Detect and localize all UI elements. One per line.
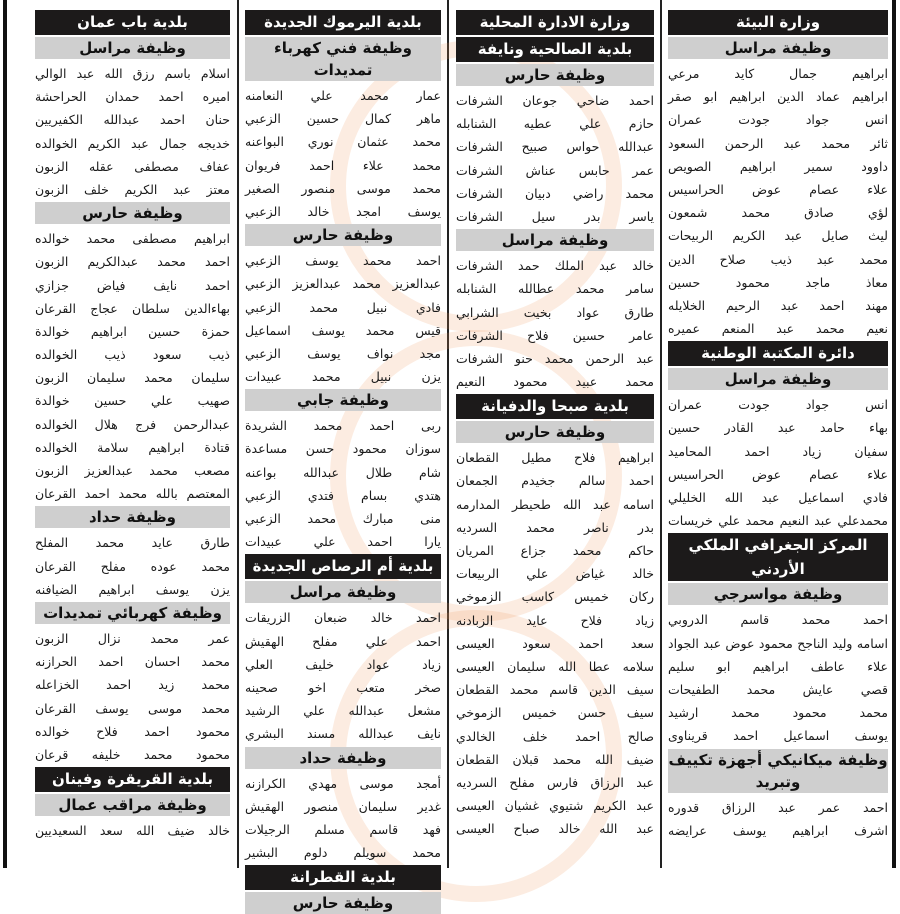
column-environment-ministry (668, 9, 888, 868)
job-heading: وظيفة فني كهرباء تمديدات (245, 37, 441, 81)
name-entry: شام طلال عبدالله بواعنه (245, 464, 441, 480)
name-entry: احمد خالد ضبعان الزريقات (245, 610, 441, 626)
name-entry: احمد محمد عبدالكريم الزبون (35, 254, 230, 270)
name-entry: محمود احمد فلاح خوالده (35, 723, 230, 739)
name-entry: عبدالله حواس صبيح الشرفات (456, 139, 654, 155)
name-entry: احمد سالم جخيدم الجمعان (456, 473, 654, 489)
name-entry: محمد عثمان نوري البواعنه (245, 134, 441, 150)
name-entry: منى مبارك محمد الزعبي (245, 511, 441, 526)
name-entry: اشرف ابراهيم يوسف عرايضه (668, 822, 888, 838)
name-entry: معاذ ماجد محمود حسين (668, 274, 888, 290)
job-heading: وظيفة حارس (245, 892, 441, 914)
name-entry: ضيف الله محمد قبلان القطعان (456, 751, 654, 767)
name-entry: سعد احمد سعود العيسى (456, 635, 654, 651)
job-heading: وظيفة حارس (456, 64, 654, 86)
section-heading: وزارة البيئة (668, 10, 888, 35)
name-entry: يوسف امجد خالد الزعبي (245, 203, 441, 219)
name-entry: فهد قاسم مسلم الرجيلات (245, 821, 441, 837)
name-entry: ليث صايل عبد الكريم الربيحات (668, 228, 888, 244)
column-divider (237, 0, 239, 868)
column-local-administration (456, 9, 654, 868)
name-entry: داوود سمير ابراهيم الصويص (668, 158, 888, 174)
name-entry: ركان خميس كاسب الزموخي (456, 589, 654, 605)
name-entry: محمد عوده مفلح القرعان (35, 558, 230, 574)
name-entry: احمد محمد يوسف الزعبي (245, 253, 441, 269)
name-entry: بهاءالدين سلطان عجاج القرعان (35, 300, 230, 316)
name-entry: محمد موسى يوسف القرعان (35, 700, 230, 716)
section-heading: بلدية القطرانة (245, 865, 441, 890)
name-entry: طارق عايد محمد المفلح (35, 535, 230, 551)
page-edge-left (3, 0, 7, 868)
job-heading: وظيفة حارس (245, 224, 441, 246)
name-entry: مشعل عبدالله علي الرشيد (245, 703, 441, 719)
name-entry: معتز عبد الكريم خلف الزبون (35, 181, 230, 197)
job-heading: وظيفة مراسل (668, 37, 888, 59)
section-heading: بلدية باب عمان (35, 10, 230, 35)
name-entry: سيف الدين قاسم محمد القطعان (456, 682, 654, 698)
name-entry: زياد عواد خليف العلي (245, 656, 441, 672)
name-entry: عبد الرزاق فارس مفلح السرديه (456, 774, 654, 790)
name-entry: محمدعلي عبد النعيم محمد علي خريسات (668, 513, 888, 529)
column-divider (660, 0, 662, 868)
name-entry: علاء عصام عوض الحراسيس (668, 466, 888, 482)
name-entry: ابراهيم مصطفى محمد خوالده (35, 231, 230, 247)
job-heading: وظيفة جابي (245, 389, 441, 411)
job-heading: وظيفة حارس (35, 202, 230, 224)
name-entry: عمر حابس عناش الشرفات (456, 162, 654, 178)
job-heading: وظيفة حداد (245, 747, 441, 769)
name-entry: يزن نبيل محمد عبيدات (245, 369, 441, 385)
name-entry: قتادة ابراهيم سلامة الخوالده (35, 439, 230, 455)
name-entry: علاء عاطف ابراهيم ابو سليم (668, 658, 888, 674)
column-divider (447, 0, 449, 868)
job-heading: وظيفة ميكانيكي أجهزة تكييف وتبريد (668, 750, 888, 791)
name-entry: خالد غياض علي الربيعات (456, 566, 654, 582)
name-entry: ابراهيم فلاح مطيل القطعان (456, 450, 654, 466)
name-entry: ابراهيم عماد الدين ابراهيم ابو صقر (668, 89, 888, 105)
name-entry: نعيم محمد عبد المنعم عميره (668, 321, 888, 337)
name-entry: ربى احمد محمد الشريدة (245, 418, 441, 434)
column-bab-amman-municipality (35, 9, 230, 868)
name-entry: احمد محمد قاسم الدروبي (668, 612, 888, 628)
name-entry: يزن يوسف ابراهيم الضيافنه (35, 581, 230, 597)
name-entry: خديجه جمال عبد الكريم الخوالده (35, 135, 230, 151)
section-heading: بلدية الصالحية ونايفة (456, 37, 654, 62)
name-entry: صهيب علي حسين خوالدة (35, 393, 230, 409)
name-entry: سفيان زياد احمد المحاميد (668, 443, 888, 459)
name-entry: ماهر كمال حسين الزعبي (245, 111, 441, 127)
name-entry: مصعب محمد عبدالعزيز الزبون (35, 463, 230, 478)
name-entry: سوزان محمود حسن مساعدة (245, 441, 441, 457)
name-entry: محمود محمد خليفه قرعان (35, 746, 230, 762)
name-entry: محمد عبد ذيب صلاح الدين (668, 251, 888, 267)
column-yarmouk-municipality (245, 9, 441, 913)
name-entry: مجد نواف يوسف الزعبي (245, 345, 441, 361)
job-heading: وظيفة مراسل (35, 37, 230, 59)
name-entry: محمد راضي دبيان الشرفات (456, 185, 654, 201)
name-entry: يوسف اسماعيل احمد قريناوى (668, 728, 888, 744)
name-entry: علاء عصام عوض الحراسيس (668, 181, 888, 197)
name-entry: حنان احمد عبدالله الكفيريين (35, 112, 230, 128)
name-entry: بدر ناصر محمد السرديه (456, 519, 654, 535)
page-edge-right (892, 0, 896, 868)
name-entry: عبدالعزيز محمد عبدالعزيز الزعبي (245, 276, 441, 292)
name-entry: حازم علي عطيه الشنابله (456, 116, 654, 132)
job-heading: وظيفة مراقب عمال (35, 794, 230, 816)
name-entry: المعتصم بالله محمد احمد القرعان (35, 486, 230, 502)
name-entry: محمد احسان احمد الحرازنه (35, 654, 230, 670)
name-entry: عفاف مصطفى عقله الزبون (35, 158, 230, 174)
section-heading: بلدية صبحا والدفيانة (456, 394, 654, 419)
name-entry: بهاء حامد عبد القادر حسين (668, 420, 888, 436)
name-entry: سامر محمد عطالله الشنابله (456, 281, 654, 297)
name-entry: خالد ضيف الله سعد السعيديين (35, 823, 230, 839)
job-heading: وظيفة حارس (456, 421, 654, 443)
name-entry: غدير سليمان منصور الهقيش (245, 798, 441, 814)
name-entry: أمجد موسى مهدي الكرازنه (245, 775, 441, 791)
name-entry: محمد محمود محمد ارشيد (668, 705, 888, 721)
name-entry: عامر حسين فلاح الشرفات (456, 327, 654, 343)
name-entry: حمزة حسين ابراهيم خوالدة (35, 323, 230, 339)
name-entry: نايف عبدالله مسند البشري (245, 726, 441, 742)
name-entry: فادي نبيل محمد الزعبي (245, 299, 441, 315)
name-entry: خالد عبد الملك حمد الشرفات (456, 258, 654, 274)
name-entry: محمد زيد احمد الخزاعله (35, 677, 230, 693)
name-entry: انس جواد جودت عمران (668, 112, 888, 128)
name-entry: زياد فلاح عايد الزبادنه (456, 612, 654, 628)
name-entry: ياسر بدر سيل الشرفات (456, 208, 654, 224)
name-entry: هتدي بسام فتدي الزعبي (245, 487, 441, 503)
name-entry: احمد عمر عبد الرزاق قدوره (668, 799, 888, 815)
section-heading: دائرة المكتبة الوطنية (668, 341, 888, 366)
job-heading: وظيفة مواسرجي (668, 583, 888, 605)
name-entry: عمار محمد علي النعامنه (245, 88, 441, 103)
name-entry: عمر محمد نزال الزبون (35, 630, 230, 646)
name-entry: اسامه عبد الله طحيطر المدارمه (456, 496, 654, 512)
section-heading: المركز الجغرافي الملكي الأردني (668, 533, 888, 581)
name-entry: انس جواد جودت عمران (668, 397, 888, 413)
section-heading: وزارة الادارة المحلية (456, 10, 654, 35)
name-entry: سليمان محمد سليمان الزبون (35, 370, 230, 386)
name-entry: محمد عبيد محمود النعيم (456, 374, 654, 390)
name-entry: صخر متعب اخو صحينه (245, 679, 441, 695)
name-entry: احمد علي مفلح الهقيش (245, 633, 441, 649)
name-entry: احمد ضاحي جوعان الشرفات (456, 93, 654, 108)
job-heading: وظيفة حداد (35, 506, 230, 528)
name-entry: قصي عايش محمد الطفيحات (668, 681, 888, 697)
name-entry: صالح احمد خلف الخالدي (456, 728, 654, 744)
name-entry: عبد الله خالد صباح العيسى (456, 821, 654, 837)
name-entry: عبد الكريم شتيوي غشيان العيسى (456, 798, 654, 814)
name-entry: عبدالرحمن فرج هلال الخوالده (35, 416, 230, 432)
name-entry: يارا احمد علي عبيدات (245, 534, 441, 550)
name-entry: سيف حسن خميس الزموخي (456, 705, 654, 721)
section-heading: بلدية اليرموك الجديدة (245, 10, 441, 35)
job-heading: وظيفة مراسل (668, 368, 888, 390)
name-entry: مهند احمد عبد الرحيم الخلايله (668, 297, 888, 313)
job-heading: وظيفة كهربائي تمديدات (35, 602, 230, 624)
section-heading: بلدية أم الرصاص الجديدة (245, 554, 441, 579)
name-entry: اميره احمد حمدان الحراحشة (35, 89, 230, 105)
name-entry: احمد نايف فياض جزازي (35, 277, 230, 293)
name-entry: حاكم محمد جزاع المريان (456, 543, 654, 558)
name-entry: سلامه عطا الله سليمان العيسى (456, 658, 654, 674)
name-entry: محمد موسى منصور الصغير (245, 180, 441, 196)
job-heading: وظيفة مراسل (245, 581, 441, 603)
name-entry: محمد سويلم دلوم البشير (245, 845, 441, 861)
name-entry: اسامه وليد الناجح محمود عوض عبد الجواد (668, 635, 888, 651)
name-entry: عبد الرحمن محمد حنو الشرفات (456, 350, 654, 366)
name-entry: فادي اسماعيل عبد الله الخليلي (668, 490, 888, 505)
name-entry: ذيب سعود ذيب الخوالده (35, 347, 230, 363)
name-entry: اسلام باسم رزق الله عبد الوالي (35, 66, 230, 81)
section-heading: بلدية القريقرة وفينان (35, 767, 230, 792)
name-entry: لؤي صادق محمد شمعون (668, 205, 888, 221)
name-entry: محمد علاء احمد فريوان (245, 157, 441, 173)
job-heading: وظيفة مراسل (456, 229, 654, 251)
name-entry: ثائر محمد عبد الرحمن السعود (668, 135, 888, 151)
name-entry: طارق عواد بخيت الشرابي (456, 304, 654, 320)
name-entry: ابراهيم جمال كايد مرعي (668, 66, 888, 81)
name-entry: قيس محمد يوسف اسماعيل (245, 322, 441, 338)
